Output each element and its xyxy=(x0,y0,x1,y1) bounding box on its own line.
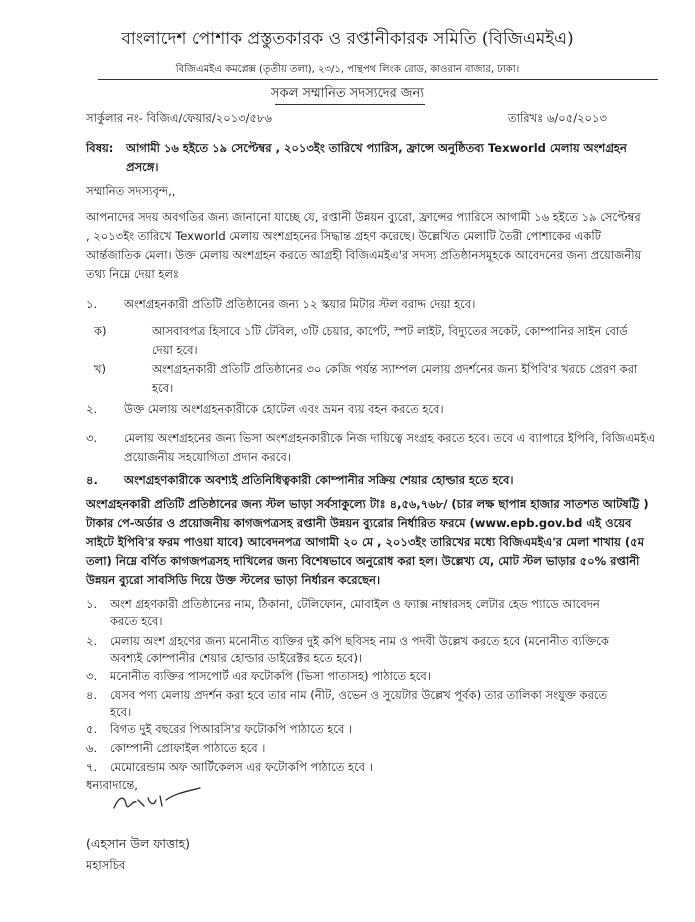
document-number: ৪. xyxy=(86,688,98,702)
subject-line-2: প্রসঙ্গে। xyxy=(126,160,159,174)
term-number: ২. xyxy=(86,402,98,416)
subject-label: বিষয়: xyxy=(86,141,114,155)
term-text: দেয়া হবে। xyxy=(152,343,198,357)
document-text: করতে হবে। xyxy=(110,614,163,628)
term-text: অংশগ্রহণকারীকে অবশ্যই প্রতিনিধিত্বকারী কোম্পানীর সক্রিয় শেয়ার হোল্ডার হতে হবে। xyxy=(124,473,514,487)
document-number: ২. xyxy=(86,634,98,648)
intro-line-3: আর্ন্তজাতিক মেলা। উক্ত মেলায় অংশগ্রহন করতে আগ্রহী বিজিএমইএ'র সদস্য প্রতিষ্ঠানসমূহকে আবেদনের জন্য প্রয়োজনীয় xyxy=(86,248,642,262)
body-line-4: তলা) নিম্নে বর্ণিত কাগজপত্রসহ দাখিলের জন্য বিশেষভাবে অনুরোধ করা হল। উল্লেখ্য যে, মোট স্টল ভাড়ার ৫০% রপ্তানী xyxy=(86,554,640,568)
circular-number: সার্কুলার নং- বিজিএ/ফেয়ার/২০১৩/৫৮৬ xyxy=(86,111,272,125)
closing: ধন্যবাদান্তে, xyxy=(86,778,138,792)
term-text: অংশগ্রহনকারী প্রতিটি প্রতিষ্ঠানের জন্য ১২ স্কয়ার মিটার স্টল বরাদ্দ দেয়া হবে। xyxy=(124,297,476,311)
document-text: যেসব পণ্য মেলায় প্রদর্শন করা হবে তার নাম (নীট, ওভেন ও সুয়েটার উল্লেখ পূর্বক) তার তালিকা সংযুক্ত করতে xyxy=(110,688,608,702)
intro-line-2: , ২০১৩ইং তারিখে Texworld মেলায় অংশগ্রহনের সিদ্ধান্ত গ্রহণ করেছে। উল্লেখিত মেলাটি তৈরী পোশাকের একটি xyxy=(86,229,601,243)
signatory-designation: মহাসচিব xyxy=(86,858,126,872)
term-text: মেলায় অংশগ্রহনের জন্য ভিসা অংশগ্রহনকারীকে নিজ দায়িত্বে সংগ্রহ করতে হবে। তবে এ ব্যাপারে ইপিবি, বিজিএমইএ xyxy=(124,431,656,445)
document-text: অবশ্যই কোম্পানীর শেয়ার হোল্ডার ডাইরেক্টর হতে হবে)। xyxy=(110,651,363,665)
audience-heading: সকল সম্মানিত সদস্যদের জন্য xyxy=(270,86,425,101)
document-text: মেলায় অংশ গ্রহণের জন্য মনোনীত ব্যক্তির দুই কপি ছবিসহ নাম ও পদবী উল্লেখ করতে হবে (মনোনীত ব্যক্তিকে xyxy=(110,634,609,648)
intro-line-4: তথ্য নিম্নে দেয়া হলঃ xyxy=(86,267,180,281)
term-number: খ) xyxy=(94,362,107,376)
term-text: আসবাবপত্র হিসাবে ১টি টেবিল, ৩টি চেয়ার, কার্পেট, স্পট লাইট, বিদ্যুতের সকেট, কোম্পানির সাইন বোর্ড xyxy=(152,324,628,338)
body-line-5: উন্নয়ন ব্যুরো সাবসিডি দিয়ে উক্ত স্টলের ভাড়া নির্ধারন করেছেন। xyxy=(86,573,381,587)
document-number: ৬. xyxy=(86,741,98,755)
intro-line-1: আপনাদের সদয় অবগতির জন্য জানানো যাচ্ছে যে, রপ্তানী উন্নয়ন ব্যুরো, ফ্রান্সের প্যারিসে আগামী ১৬ হইতে ১৯ সেপ্টেম্বর xyxy=(86,210,641,224)
document-number: ৩. xyxy=(86,669,98,683)
org-title: বাংলাদেশ পোশাক প্রস্তুতকারক ও রপ্তানীকারক সমিতি (বিজিএমইএ) xyxy=(121,29,574,49)
org-address: বিজিএমইএ কমপ্লেক্স (তৃতীয় তলা), ২৩/১, পান্থপথ লিংক রোড, কাওরান বাজার, ঢাকা। xyxy=(175,64,520,75)
heading-underline xyxy=(275,104,425,105)
term-number: ক) xyxy=(94,324,107,338)
term-number: ৪. xyxy=(86,473,98,487)
document-text: মনোনীত ব্যক্তির পাসপোর্ট এর ফটোকপি (ভিসা পাতাসহ) পাঠাতে হবে। xyxy=(110,669,431,683)
subject-line-1: আগামী ১৬ হইতে ১৯ সেপ্টেম্বর , ২০১৩ইং তারিখে প্যারিস, ফ্রান্সে অনুষ্ঠিতব্য Texworld মেলায় অংশগ্রহন xyxy=(126,141,627,155)
document-text: কোম্পানী প্রোফাইল পাঠাতে হবে । xyxy=(110,741,266,755)
term-text: প্রয়োজনীয় সহযোগিতা প্রদান করবে। xyxy=(124,450,291,464)
signatory-name: (এহসান উল ফাত্তাহ) xyxy=(86,836,191,851)
body-line-2: টাকার পে-অর্ডার ও প্রয়োজনীয় কাগজপত্রসহ রপ্তানী উন্নয়ন ব্যুরোর নির্ধারিত ফরমে (www.epb.gov.bd এই ওয়েব xyxy=(86,516,632,530)
circular-date: তারিখঃ ৬/০৫/২০১৩ xyxy=(508,111,607,125)
term-text: অংশগ্রহনকারী প্রতিটি প্রতিষ্ঠানের ৩০ কেজি পর্যন্ত স্যাম্পল মেলায় প্রদর্শনের জন্য ইপিবি'র খরচে প্রেরণ করা xyxy=(152,362,638,376)
document-text: মেমোরেন্ডাম অফ আর্টিকেলস এর ফটোকপি পাঠাতে হবে । xyxy=(110,760,373,774)
handwritten-signature xyxy=(104,770,224,830)
body-line-1: অংশগ্রহনকারী প্রতিটি প্রতিষ্ঠানের জন্য স্টল ভাড়া সর্বসাকুল্যে টাঃ ৪,৫৬,৭৬৮/ (চার লক্ষ ছাপান্ন হাজার সাতশত আটষট্টি ) xyxy=(86,497,649,511)
term-text: হবে। xyxy=(152,381,174,395)
document-text: অংশ গ্রহণকারী প্রতিষ্ঠানের নাম, ঠিকানা, টেলিফোন, মোবাইল ও ফ্যাক্স নাম্বারসহ লেটার হেড প্যাডে আবেদন xyxy=(110,597,600,611)
term-text: উক্ত মেলায় অংশগ্রহনকারীকে হোটেল এবং ভ্রমন ব্যয় বহন করতে হবে। xyxy=(124,402,444,416)
document-number: ১. xyxy=(86,597,98,611)
document-number: ৫. xyxy=(86,722,98,736)
document-text: বিগত দুই বছরের পিআরসি'র ফটোকপি পাঠাতে হবে । xyxy=(110,722,353,736)
document-number: ৭. xyxy=(86,760,98,774)
term-number: ১. xyxy=(86,297,98,311)
document-text: হবে। xyxy=(110,705,132,719)
term-number: ৩. xyxy=(86,431,98,445)
header-divider xyxy=(98,79,658,80)
salutation: সম্মানিত সদস্যবৃন্দ,, xyxy=(86,184,176,198)
body-line-3: সাইটে ইপিবি'র ফরম পাওয়া যাবে) আবেদনপত্র আগামী ২০ মে , ২০১৩ইং তারিখের মধ্যে বিজিএমইএ'র মেলা শাখায় (৫ম xyxy=(86,535,645,549)
